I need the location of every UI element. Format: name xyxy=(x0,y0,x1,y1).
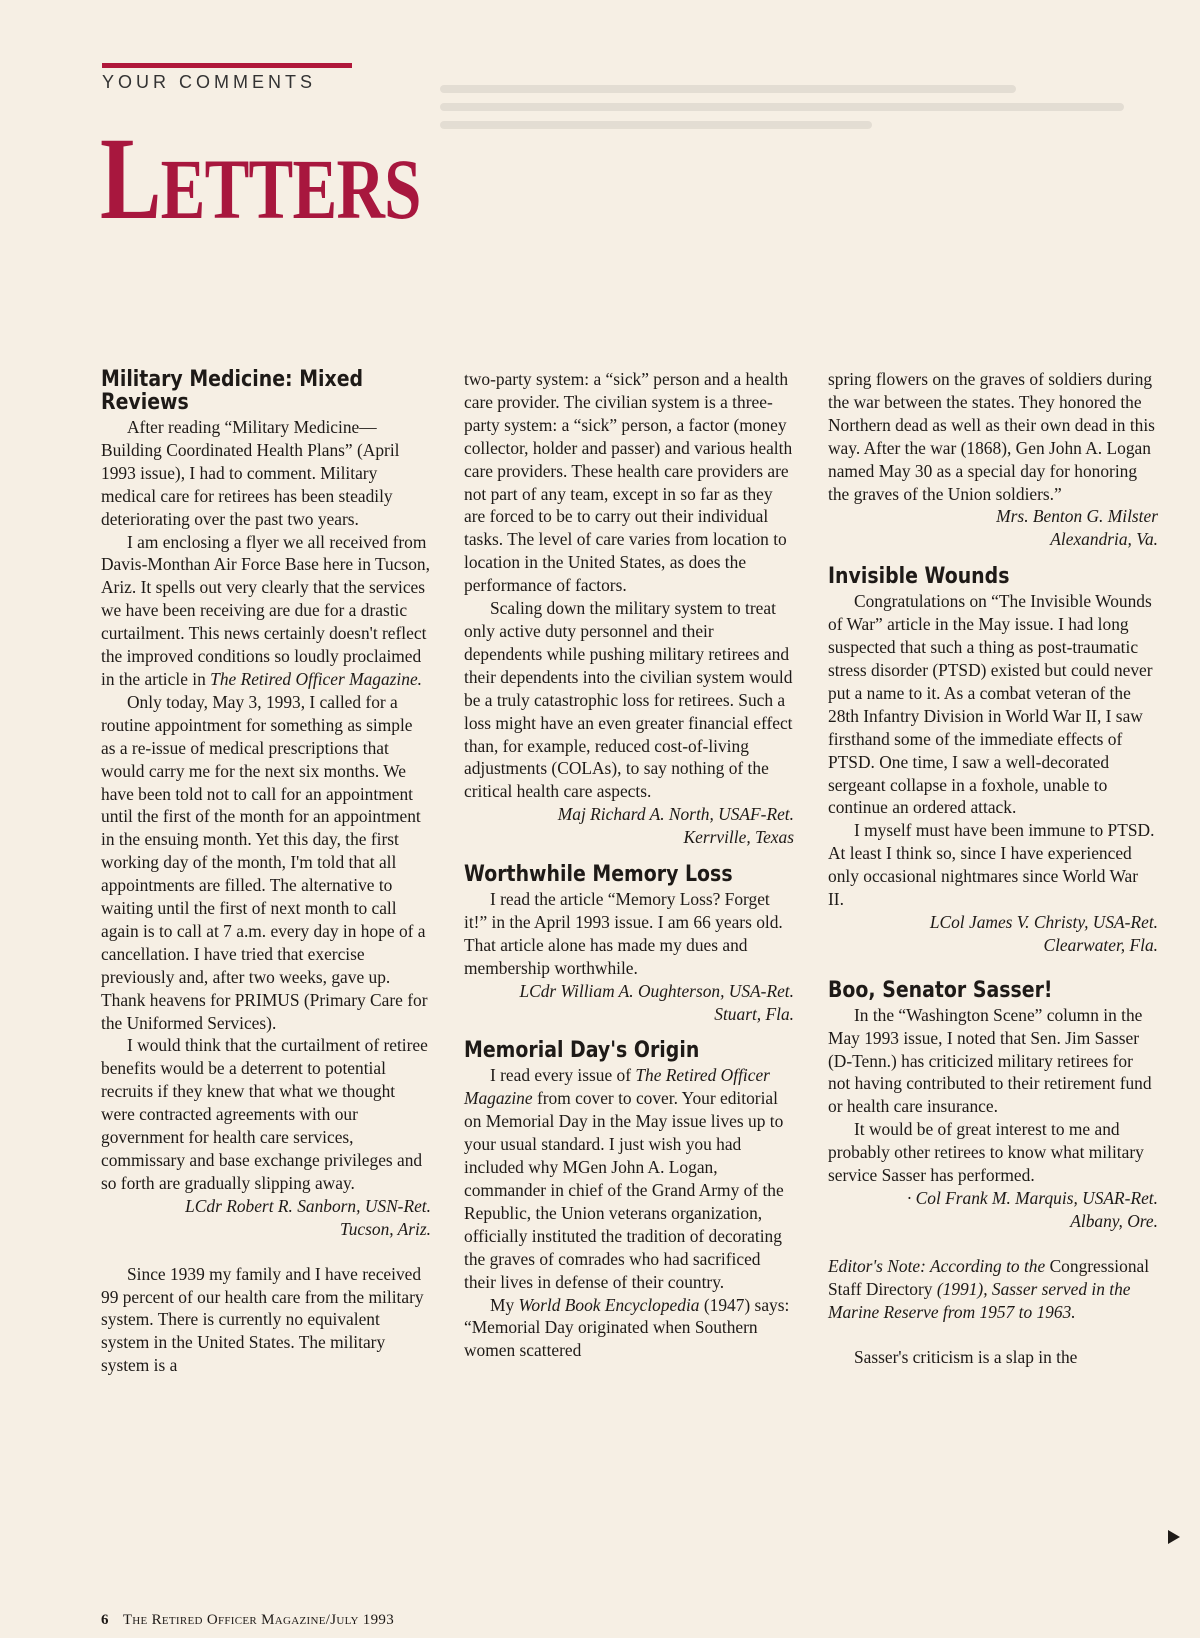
paragraph: I am enclosing a flyer we all received from Davis-Monthan Air Force Base here in Tucson, Ariz. It spells out very clearly that the services we have been receiving are due for a drastic curtailment. This news certainly doesn't reflect the improved conditions so loudly proclaimed in the article in The Retired Officer Magazine. xyxy=(101,531,430,689)
signature-name: LCdr Robert R. Sanborn, USN-Ret. xyxy=(185,1195,431,1216)
paragraph: spring flowers on the graves of soldiers during the war between the states. They honored the Northern dead as well as their own dead in this way. After the war (1868), Gen John A. Logan named May 30 as a special day for honoring the graves of the Union soldiers.” xyxy=(828,369,1155,504)
bleed-through-text xyxy=(440,75,1160,235)
section-label: YOUR COMMENTS xyxy=(102,72,316,92)
paragraph: It would be of great interest to me and probably other retirees to know what military service Sasser has performed. xyxy=(828,1119,1144,1186)
headline-boo-senator-sasser: Boo, Senator Sasser! xyxy=(828,977,1053,1003)
signature-place: Tucson, Ariz. xyxy=(339,1218,431,1239)
paragraph: two-party system: a “sick” person and a health care provider. The civilian system is a three-party system: a “sick” person, a factor (money collector, holder and passer) and various health care providers. These health care providers are not part of any team, except in so far as they are forced to be to carry out their individual tasks. The level of care varies from location to location in the United States, as does the performance of factors. xyxy=(464,369,793,596)
signature-place: Albany, Ore. xyxy=(1070,1210,1158,1231)
page-footer xyxy=(101,1612,394,1629)
signature-place: Clearwater, Fla. xyxy=(1043,934,1158,955)
paragraph: Sasser's criticism is a slap in the xyxy=(854,1346,1078,1367)
headline-worthwhile-memory-loss: Worthwhile Memory Loss xyxy=(464,862,733,888)
magazine-title: The Retired Officer Magazine xyxy=(464,1065,770,1109)
column-3 xyxy=(828,368,1158,1368)
signature-place: Stuart, Fla. xyxy=(714,1003,794,1024)
paragraph: I read the article “Memory Loss? Forget it!” in the April 1993 issue. I am 66 years old. That article alone has made my dues and membership worthwhile. xyxy=(464,889,783,978)
signature-name: LCol James V. Christy, USA-Ret. xyxy=(929,911,1158,932)
paragraph: My World Book Encyclopedia (1947) says: “Memorial Day originated when Southern women scattered xyxy=(464,1294,790,1361)
paragraph: Only today, May 3, 1993, I called for a routine appointment for something as simple as a re-issue of medical prescriptions that would carry me for the next six months. We have been told not to call for an appointment until the first of the month for an appointment in the ensuing month. Yet this day, the first working day of the month, I'm told that all appointments are filled. The alternative to waiting until the first of next month to call again is to call at 7 a.m. every day in hope of a cancellation. I have tried that exercise previously and, after two weeks, gave up. Thank heavens for PRIMUS (Primary Care for the Uniformed Services). xyxy=(101,691,428,1033)
magazine-title: The Retired Officer Magazine. xyxy=(210,668,423,689)
signature-name: · Col Frank M. Marquis, USAR-Ret. xyxy=(906,1188,1158,1208)
continue-arrow-icon xyxy=(1168,1530,1180,1544)
signature-name: LCdr William A. Oughterson, USA-Ret. xyxy=(519,980,794,1001)
paragraph: Scaling down the military system to treat only active duty personnel and their dependents while pushing military retirees and their dependents into the civilian system would be a truly catastrophic loss for retirees. Such a loss might have an even greater financial effect than, for example, reduced cost-of-living adjustments (COLAs), to say nothing of the critical health care aspects. xyxy=(464,598,793,802)
paragraph: Since 1939 my family and I have received 99 percent of our health care from the military system. There is currently no equivalent system in the United States. The military system is a xyxy=(101,1263,424,1376)
section-bar xyxy=(102,63,352,68)
paragraph: In the “Washington Scene” column in the May 1993 issue, I noted that Sen. Jim Sasser (D-Tenn.) has criticized military retirees for not having contributed to their retirement fund or health care insurance. xyxy=(828,1004,1152,1117)
magazine-footer: The Retired Officer Magazine/July 1993 xyxy=(122,1612,394,1628)
headline-invisible-wounds: Invisible Wounds xyxy=(828,564,1010,590)
page-number: 6 xyxy=(101,1612,109,1628)
editors-note: Editor's Note: According to the Congressional Staff Directory (1991), Sasser served in the Marine Reserve from 1957 to 1963. xyxy=(828,1255,1150,1322)
paragraph: I myself must have been immune to PTSD. At least I think so, since I have experienced only occasional nightmares since World War II. xyxy=(828,820,1155,910)
headline-military-medicine: Military Medicine: Mixed Reviews xyxy=(101,367,364,415)
paragraph: I would think that the curtailment of retiree benefits would be a deterrent to potential recruits if they knew that what we thought were contracted agreements with our government for health care services, commissary and base exchange privileges and so forth are gradually slipping away. xyxy=(101,1035,428,1193)
signature-place: Kerrville, Texas xyxy=(683,827,794,848)
book-title: World Book Encyclopedia xyxy=(518,1294,700,1315)
paragraph: I read every issue of The Retired Officer Magazine from cover to cover. Your editorial on Memorial Day in the May issue lives up to your usual standard. I just wish you had included why MGen John A. Logan, commander in chief of the Grand Army of the Republic, the Union veterans organization, officially instituted the tradition of decorating the graves of comrades who had sacrificed their lives in defense of their country. xyxy=(464,1065,784,1292)
headline-memorial-day-origin: Memorial Day's Origin xyxy=(464,1038,700,1064)
signature-name: Maj Richard A. North, USAF-Ret. xyxy=(557,804,794,825)
signature-name: Mrs. Benton G. Milster xyxy=(996,506,1158,527)
page-title: LETTERS xyxy=(100,113,421,244)
paragraph: After reading “Military Medicine—Building Coordinated Health Plans” (April 1993 issue), I had to comment. Military medical care for retirees has been steadily deteriorating over the past two years. xyxy=(101,417,400,529)
column-2 xyxy=(464,368,794,1362)
paragraph: Congratulations on “The Invisible Wounds of War” article in the May issue. I had long suspected that such a thing as post-traumatic stress disorder (PTSD) existed but could never put a name to it. As a combat veteran of the 28th Infantry Division in World War II, I saw firsthand some of the immediate effects of PTSD. One time, I saw a well-decorated sergeant collapse in a foxhole, unable to continue an ordered attack. xyxy=(828,591,1153,818)
column-1 xyxy=(101,368,431,1377)
signature-place: Alexandria, Va. xyxy=(1050,529,1158,550)
